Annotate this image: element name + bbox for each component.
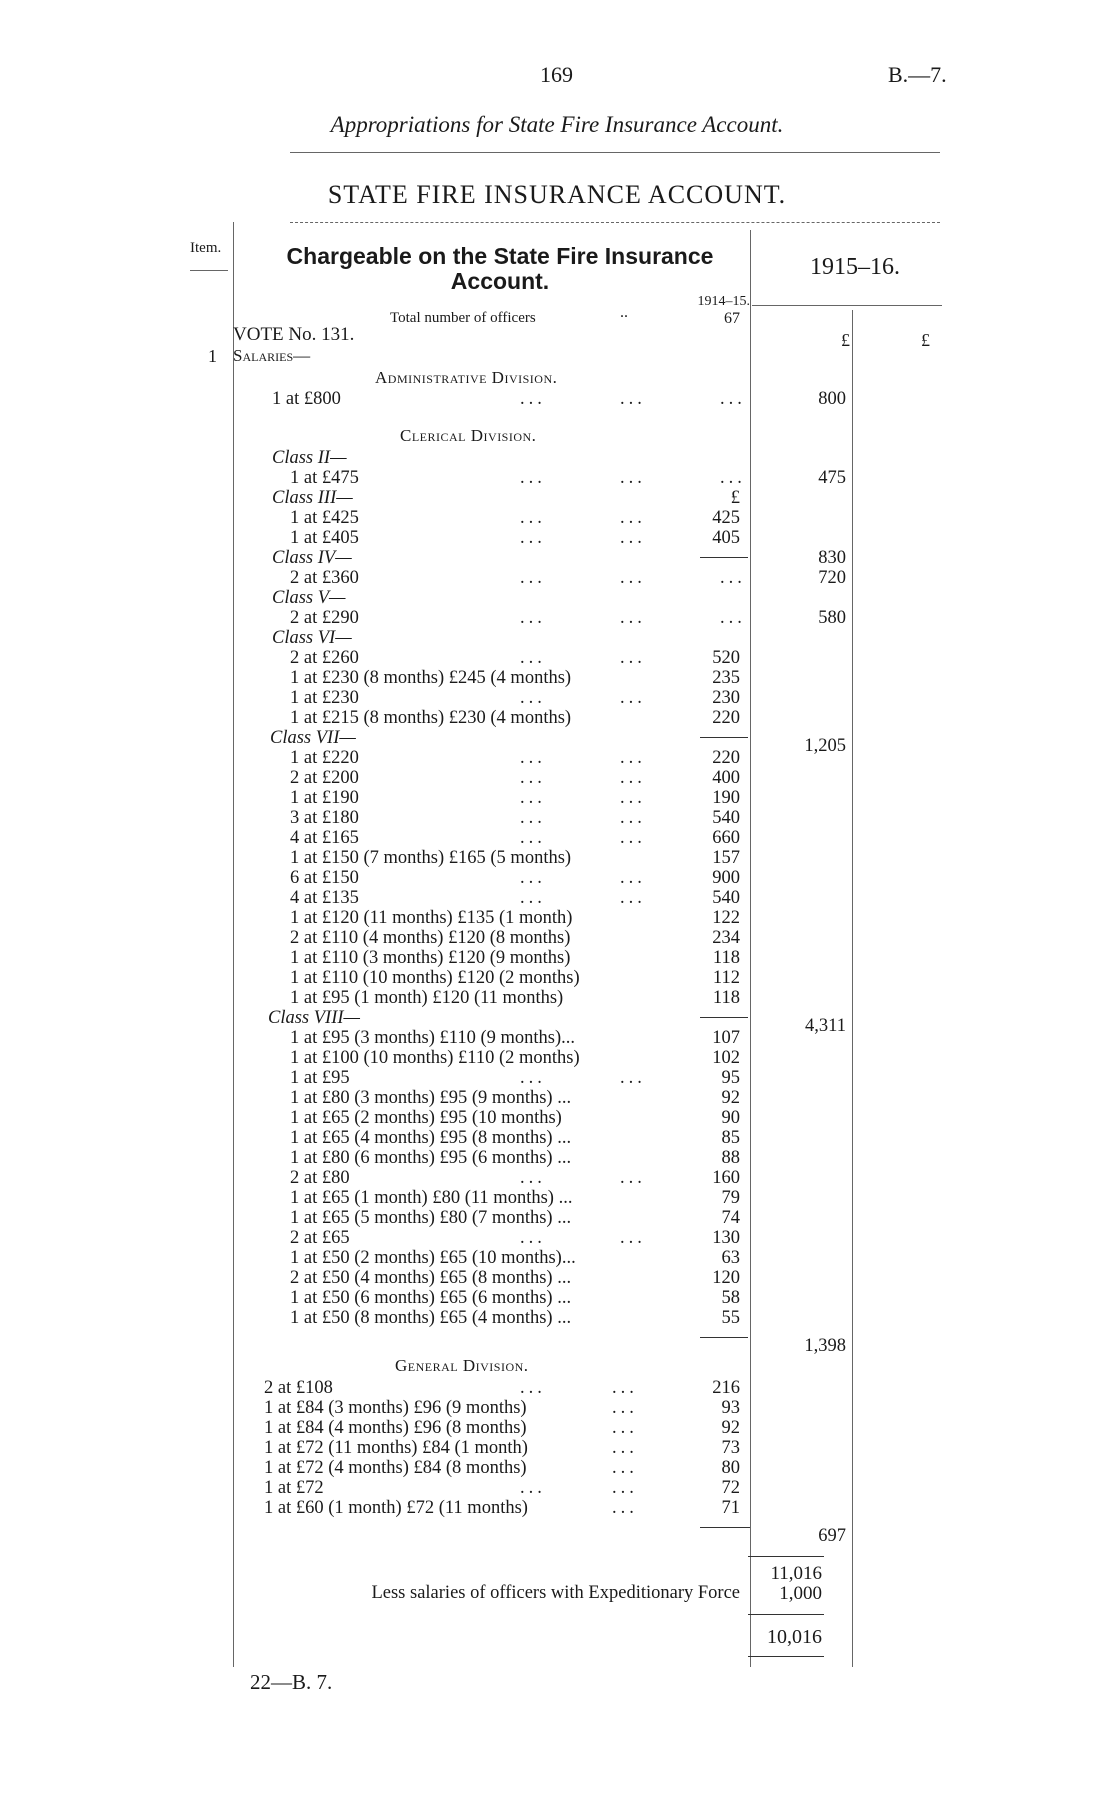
dot-leader: ... [620, 568, 646, 588]
item-header-rule [190, 270, 228, 271]
dot-leader: ... [612, 1418, 638, 1438]
row-value: 92 [721, 1088, 740, 1108]
table-row [0, 1288, 1114, 1308]
dot-leader: ... [520, 1068, 546, 1088]
table-row [0, 768, 1114, 788]
row-value: 130 [712, 1228, 740, 1248]
row-value: 235 [712, 668, 740, 688]
dot-leader: ... [612, 1378, 638, 1398]
row-value: 400 [712, 768, 740, 788]
table-row [0, 668, 1114, 688]
class-total: 830 [818, 548, 846, 568]
previous-year-header: 1914–15. [697, 294, 750, 309]
dot-leader: ... [720, 389, 746, 409]
dot-leader: ... [620, 788, 646, 808]
dot-leader: ... [620, 608, 646, 628]
row-description: 2 at £200 [290, 768, 359, 788]
row-description: 1 at £50 (6 months) £65 (6 months) ... [290, 1288, 572, 1308]
row-value: 157 [712, 848, 740, 868]
row-value: 90 [721, 1108, 740, 1128]
table-row [0, 748, 1114, 768]
item-column-header: Item. [190, 240, 222, 256]
row-description: 1 at £80 (6 months) £95 (6 months) ... [290, 1148, 572, 1168]
title-rule [290, 222, 940, 223]
row-description: 2 at £290 [290, 608, 359, 628]
row-value: 120 [712, 1268, 740, 1288]
class-label: Class VI— [272, 628, 352, 648]
table-row [0, 888, 1114, 908]
row-value: 405 [712, 528, 740, 548]
row-description: 1 at £425 [290, 508, 359, 528]
row-description: 2 at £65 [290, 1228, 350, 1248]
sum-rule [700, 557, 748, 558]
row-value: 540 [712, 888, 740, 908]
row-value: 118 [712, 988, 740, 1008]
footer-reference: 22—B. 7. [250, 1670, 333, 1694]
total-officers-label: Total number of officers [390, 310, 536, 326]
row-description: 1 at £65 (2 months) £95 (10 months) [290, 1108, 562, 1128]
row-value: 118 [712, 948, 740, 968]
row-description: 1 at £230 [290, 688, 359, 708]
row-description: 1 at £65 (1 month) £80 (11 months) ... [290, 1188, 573, 1208]
table-row [0, 1108, 1114, 1128]
gross-total: 11,016 [770, 1563, 822, 1584]
row-value: 72 [721, 1478, 740, 1498]
row-value: 520 [712, 648, 740, 668]
dot-leader: ... [720, 468, 746, 488]
table-row [0, 868, 1114, 888]
dot-leader: ... [520, 1478, 546, 1498]
row-description: 1 at £72 (11 months) £84 (1 month) [264, 1438, 528, 1458]
row-value: 234 [712, 928, 740, 948]
row-description: 1 at £50 (8 months) £65 (4 months) ... [290, 1308, 572, 1328]
dot-leader: ... [520, 888, 546, 908]
row-value: 107 [712, 1028, 740, 1048]
row-description: 1 at £50 (2 months) £65 (10 months)... [290, 1248, 576, 1268]
row-value: 63 [721, 1248, 740, 1268]
table-row [0, 1458, 1114, 1478]
row-description: 2 at £360 [290, 568, 359, 588]
total-rule-top [748, 1556, 824, 1557]
row-description: 2 at £108 [264, 1378, 333, 1398]
class-total: 1,205 [804, 736, 846, 756]
dot-leader: ... [612, 1458, 638, 1478]
row-description: 1 at £80 (3 months) £95 (9 months) ... [290, 1088, 572, 1108]
table-row [0, 1208, 1114, 1228]
row-value: 55 [721, 1308, 740, 1328]
current-year-header: 1915–16. [810, 254, 900, 280]
general-division-heading: General Division. [395, 1356, 529, 1375]
table-row [0, 908, 1114, 928]
row-value: 660 [712, 828, 740, 848]
dot-leader: ... [520, 608, 546, 628]
pound-sign-column-2: £ [921, 330, 930, 350]
row-value: 900 [712, 868, 740, 888]
table-row [0, 468, 1114, 488]
class-label: Class VII— 1,205 [270, 728, 846, 756]
table-row [0, 688, 1114, 708]
dot-leader: ... [620, 648, 646, 668]
row-value: 122 [712, 908, 740, 928]
page-number: 169 [540, 62, 573, 87]
dot-leader: ... [612, 1498, 638, 1518]
class-label: Class II— [272, 448, 347, 468]
document-reference: B.—7. [888, 62, 947, 87]
row-description: 1 at £65 (5 months) £80 (7 months) ... [290, 1208, 572, 1228]
row-value: 93 [721, 1398, 740, 1418]
table-row [0, 568, 1114, 588]
class-total: 1,398 [804, 1336, 846, 1356]
class-label: Class IV— 830 [272, 548, 846, 568]
row-description: 1 at £475 [290, 468, 359, 488]
dot-leader: ... [612, 1478, 638, 1498]
dot-leader: ... [620, 528, 646, 548]
dot-leader: ... [520, 1228, 546, 1248]
row-value: 85 [721, 1128, 740, 1148]
dot-leader: ... [520, 768, 546, 788]
row-description: 1 at £95 (3 months) £110 (9 months)... [290, 1028, 576, 1048]
table-row [0, 1438, 1114, 1458]
dot-leader: ... [620, 768, 646, 788]
dot-leader: ... [520, 788, 546, 808]
table-row [0, 1398, 1114, 1418]
row-total: 800 [818, 389, 846, 409]
dot-leader: ... [620, 748, 646, 768]
table-row [0, 1028, 1114, 1048]
row-value: 73 [721, 1438, 740, 1458]
table-row [0, 1248, 1114, 1268]
dot-leader: ... [612, 1438, 638, 1458]
row-description: 2 at £260 [290, 648, 359, 668]
table-row [0, 1228, 1114, 1248]
dot-leader: ... [520, 568, 546, 588]
row-description: 1 at £220 [290, 748, 359, 768]
dot-leader: ... [720, 568, 746, 588]
table-row [0, 788, 1114, 808]
row-description: 1 at £65 (4 months) £95 (8 months) ... [290, 1128, 572, 1148]
dot-leader: ... [720, 608, 746, 628]
table-row [0, 1088, 1114, 1108]
table-row [0, 508, 1114, 528]
dot-leader: ... [520, 748, 546, 768]
row-description: 1 at £100 (10 months) £110 (2 months) [290, 1048, 580, 1068]
class-label: Class III— £ [272, 488, 740, 508]
chargeable-heading: Chargeable on the State Fire Insurance Account. [286, 243, 714, 294]
row-description: 1 at £190 [290, 788, 359, 808]
row-value: 230 [712, 688, 740, 708]
row-value: 88 [721, 1148, 740, 1168]
table-row [0, 1418, 1114, 1438]
row-value: 220 [712, 708, 740, 728]
general-total: 697 [818, 1526, 846, 1546]
row-value: 79 [721, 1188, 740, 1208]
row-value: 190 [712, 788, 740, 808]
table-row [0, 1498, 1114, 1518]
administrative-division-heading: Administrative Division. [375, 368, 558, 387]
table-row [0, 1168, 1114, 1188]
row-description: 1 at £72 (4 months) £84 (8 months) [264, 1458, 527, 1478]
dot-leader: ... [620, 389, 646, 409]
row-description: 1 at £95 (1 month) £120 (11 months) [290, 988, 564, 1008]
table-row [0, 828, 1114, 848]
table-row [0, 928, 1114, 948]
total-officers-leader: .. [620, 304, 628, 321]
class-total-row [0, 1328, 1114, 1356]
page-subtitle: Appropriations for State Fire Insurance Account. [330, 112, 784, 137]
row-description: 1 at £405 [290, 528, 359, 548]
less-expeditionary-value: 1,000 [779, 1583, 822, 1604]
row-description: 4 at £135 [290, 888, 359, 908]
table-row [0, 608, 1114, 628]
dot-leader: ... [520, 868, 546, 888]
dot-leader: ... [620, 808, 646, 828]
dot-leader: ... [620, 508, 646, 528]
table-row [0, 848, 1114, 868]
net-rule-top [748, 1614, 824, 1615]
dot-leader: ... [520, 528, 546, 548]
row-value: 220 [712, 748, 740, 768]
row-description: 1 at £120 (11 months) £135 (1 month) [290, 908, 573, 928]
class-total: 720 [818, 568, 846, 588]
row-value: 160 [712, 1168, 740, 1188]
dot-leader: ... [520, 1378, 546, 1398]
table-row [0, 528, 1114, 548]
dot-leader: ... [520, 508, 546, 528]
table-row [0, 1048, 1114, 1068]
table-row [0, 1308, 1114, 1328]
row-description: 6 at £150 [290, 868, 359, 888]
row-value: 80 [721, 1458, 740, 1478]
table-row [0, 1128, 1114, 1148]
pound-sign: £ [730, 488, 740, 508]
pound-sign-column-1: £ [841, 330, 850, 350]
year-header-rule [752, 305, 942, 306]
page-title: STATE FIRE INSURANCE ACCOUNT. [327, 180, 787, 209]
table-row [0, 648, 1114, 668]
row-value: 540 [712, 808, 740, 828]
row-description: 1 at £72 [264, 1478, 324, 1498]
table-row [0, 1148, 1114, 1168]
row-description: 1 at £800 [272, 389, 341, 409]
dot-leader: ... [520, 648, 546, 668]
row-description: 1 at £110 (3 months) £120 (9 months) [290, 948, 571, 968]
class-label: Class V— [272, 588, 346, 608]
row-description: 1 at £110 (10 months) £120 (2 months) [290, 968, 580, 988]
table-row [0, 968, 1114, 988]
row-value: 216 [712, 1378, 740, 1398]
dot-leader: ... [620, 1168, 646, 1188]
row-value: 112 [712, 968, 740, 988]
row-description: 1 at £60 (1 month) £72 (11 months) [264, 1498, 528, 1518]
row-description: 1 at £95 [290, 1068, 350, 1088]
dot-leader: ... [520, 468, 546, 488]
row-description: 1 at £84 (4 months) £96 (8 months) [264, 1418, 527, 1438]
sum-rule [700, 1527, 750, 1528]
dot-leader: ... [620, 888, 646, 908]
clerical-division-heading: Clerical Division. [400, 426, 537, 445]
table-row [0, 389, 1114, 409]
table-row [0, 948, 1114, 968]
table-row [0, 1478, 1114, 1498]
item-number: 1 [208, 346, 217, 366]
row-value: 102 [712, 1048, 740, 1068]
table-row [0, 1378, 1114, 1398]
table-row [0, 988, 1114, 1008]
dot-leader: ... [620, 468, 646, 488]
dot-leader: ... [620, 828, 646, 848]
dot-leader: ... [520, 1168, 546, 1188]
row-description: 2 at £50 (4 months) £65 (8 months) ... [290, 1268, 572, 1288]
sum-rule [700, 737, 748, 738]
row-description: 2 at £110 (4 months) £120 (8 months) [290, 928, 571, 948]
row-value: 425 [712, 508, 740, 528]
row-description: 1 at £84 (3 months) £96 (9 months) [264, 1398, 527, 1418]
table-row [0, 1188, 1114, 1208]
vote-number: VOTE No. 131. [233, 324, 355, 345]
total-officers-count: 67 [724, 310, 740, 327]
row-description: 1 at £150 (7 months) £165 (5 months) [290, 848, 572, 868]
dot-leader: ... [520, 808, 546, 828]
net-rule-bottom [748, 1656, 824, 1657]
row-description: 3 at £180 [290, 808, 359, 828]
dot-leader: ... [620, 868, 646, 888]
table-row [0, 1268, 1114, 1288]
class-label: Class VIII— 4,311 [268, 1008, 846, 1036]
class-total: 475 [818, 468, 846, 488]
row-description: 1 at £230 (8 months) £245 (4 months) [290, 668, 572, 688]
subtitle-rule [290, 152, 940, 153]
less-expeditionary-label: Less salaries of officers with Expeditionary Force [371, 1583, 740, 1603]
class-total-row [0, 1518, 1114, 1546]
dot-leader: ... [620, 688, 646, 708]
class-total: 4,311 [805, 1016, 846, 1036]
dot-leader: ... [520, 389, 546, 409]
row-value: 71 [721, 1498, 740, 1518]
dot-leader: ... [620, 1068, 646, 1088]
dot-leader: ... [520, 688, 546, 708]
row-description: 1 at £215 (8 months) £230 (4 months) [290, 708, 572, 728]
table-row [0, 1068, 1114, 1088]
row-description: 2 at £80 [290, 1168, 350, 1188]
salaries-heading: Salaries— [233, 346, 311, 365]
row-value: 95 [721, 1068, 740, 1088]
dot-leader: ... [612, 1398, 638, 1418]
dot-leader: ... [520, 828, 546, 848]
class-total: 580 [818, 608, 846, 628]
table-row [0, 708, 1114, 728]
row-value: 58 [721, 1288, 740, 1308]
table-row [0, 808, 1114, 828]
row-description: 4 at £165 [290, 828, 359, 848]
sum-rule [700, 1337, 748, 1338]
net-total: 10,016 [767, 1626, 822, 1648]
row-value: 74 [721, 1208, 740, 1228]
sum-rule [700, 1017, 748, 1018]
dot-leader: ... [620, 1228, 646, 1248]
row-value: 92 [721, 1418, 740, 1438]
